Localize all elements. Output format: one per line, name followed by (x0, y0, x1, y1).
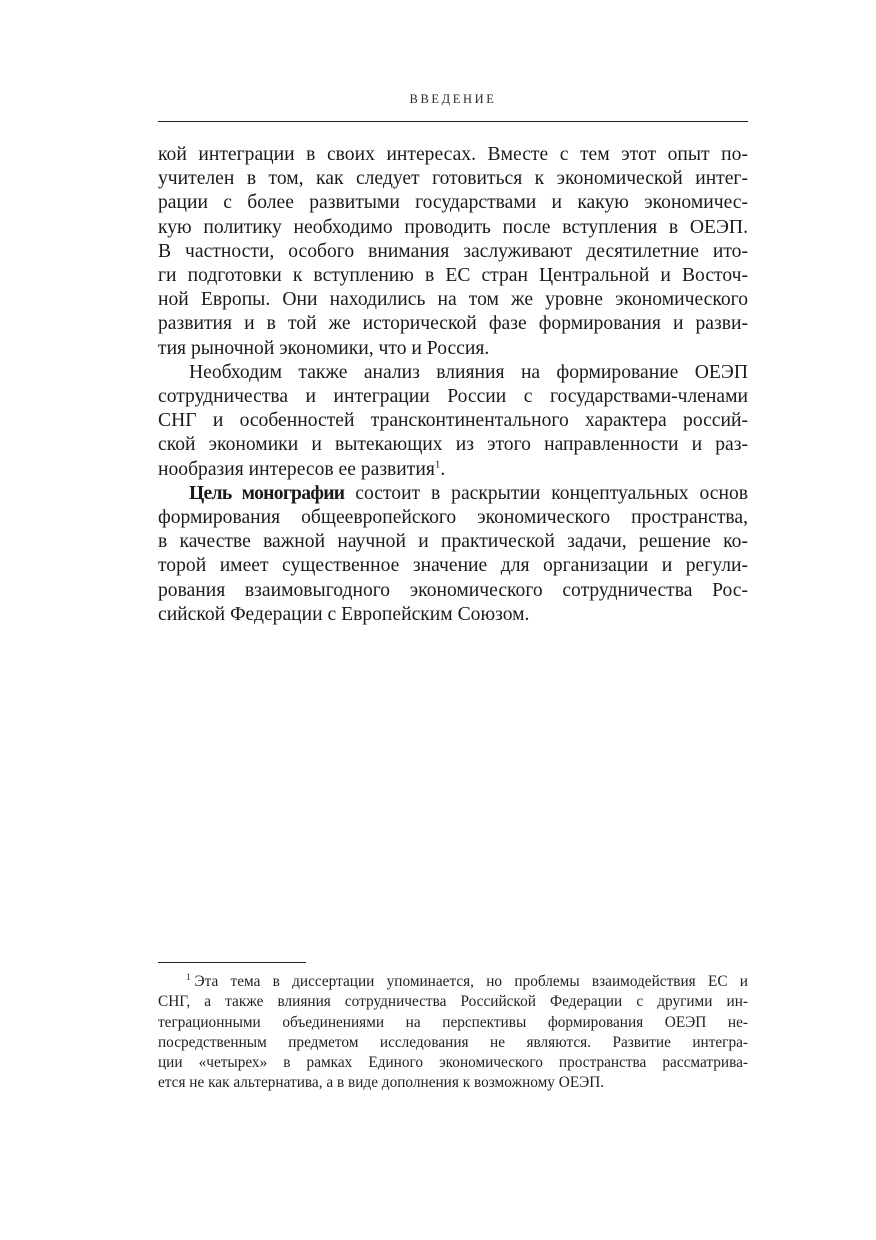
footnote-rule (158, 962, 306, 963)
running-head: ВВЕДЕНИЕ (409, 92, 497, 106)
text-segment: Эта тема в диссертации упоминается, но проблемы взаимодействия ЕС и (194, 973, 748, 990)
paragraph-3 (158, 482, 748, 627)
text-segment: . (440, 458, 446, 480)
text-line (158, 482, 748, 506)
text-line: учителен в том, как следует готовиться к экономической интег- (158, 168, 748, 190)
paragraph-1 (158, 143, 748, 361)
text-line: развития и в той же исторической фазе формирования и разви- (158, 313, 748, 335)
footnote-marker: 1 (186, 971, 191, 982)
text-line: формирования общеевропейского экономического пространства, (158, 507, 748, 529)
footnote-line: посредственным предметом исследования не являются. Развитие интегра- (158, 1033, 748, 1051)
body-text (158, 143, 748, 627)
text-segment: нообразия интересов ее развития (158, 458, 435, 480)
header-rule (158, 121, 748, 122)
text-line (158, 458, 748, 482)
text-line: Необходим также анализ влияния на формирование ОЕЭП (189, 361, 748, 383)
footnote-line: СНГ, а также влияния сотрудничества Российской Федерации с другими ин- (158, 993, 748, 1011)
paragraph-2 (158, 361, 748, 482)
emphasis-term: Цель монографии (189, 482, 345, 504)
text-line: ной Европы. Они находились на том же уровне экономического (158, 289, 748, 311)
text-line: кой интеграции в своих интересах. Вместе с тем этот опыт по- (158, 144, 748, 165)
text-line: сийской Федерации с Европейским Союзом. (158, 603, 530, 625)
text-line: рации с более развитыми государствами и какую экономичес- (158, 192, 748, 214)
text-line: кую политику необходимо проводить после вступления в ОЕЭП. (158, 216, 748, 238)
footnote-reference[interactable]: 1 (434, 458, 441, 471)
text-line: торой имеет существенное значение для организации и регули- (158, 555, 748, 577)
footnote-line: ется не как альтернатива, а в виде дополнения к возможному ОЕЭП. (158, 1074, 605, 1092)
text-segment: состоит в раскрытии концептуальных основ (344, 482, 749, 504)
text-line: В частности, особого внимания заслуживают десятилетние ито- (158, 240, 748, 262)
text-line: ской экономики и вытекающих из этого направленности и раз- (158, 434, 748, 456)
text-line: в качестве важной научной и практической задачи, решение ко- (158, 531, 748, 553)
text-line: сотрудничества и интеграции России с государствами-членами (158, 386, 748, 408)
footnote-line: теграционными объединениями на перспективы формирования ОЕЭП не- (158, 1013, 748, 1031)
text-line: ги подготовки к вступлению в ЕС стран Центральной и Восточ- (158, 265, 748, 287)
footnote (158, 972, 748, 1094)
text-line: рования взаимовыгодного экономического сотрудничества Рос- (158, 579, 748, 601)
footnote-line (158, 972, 748, 992)
text-line: тия рыночной экономики, что и Россия. (158, 337, 490, 359)
text-line: СНГ и особенностей трансконтинентального характера россий- (158, 410, 748, 432)
footnote-line: ции «четырех» в рамках Единого экономического пространства рассматрива- (158, 1054, 748, 1072)
